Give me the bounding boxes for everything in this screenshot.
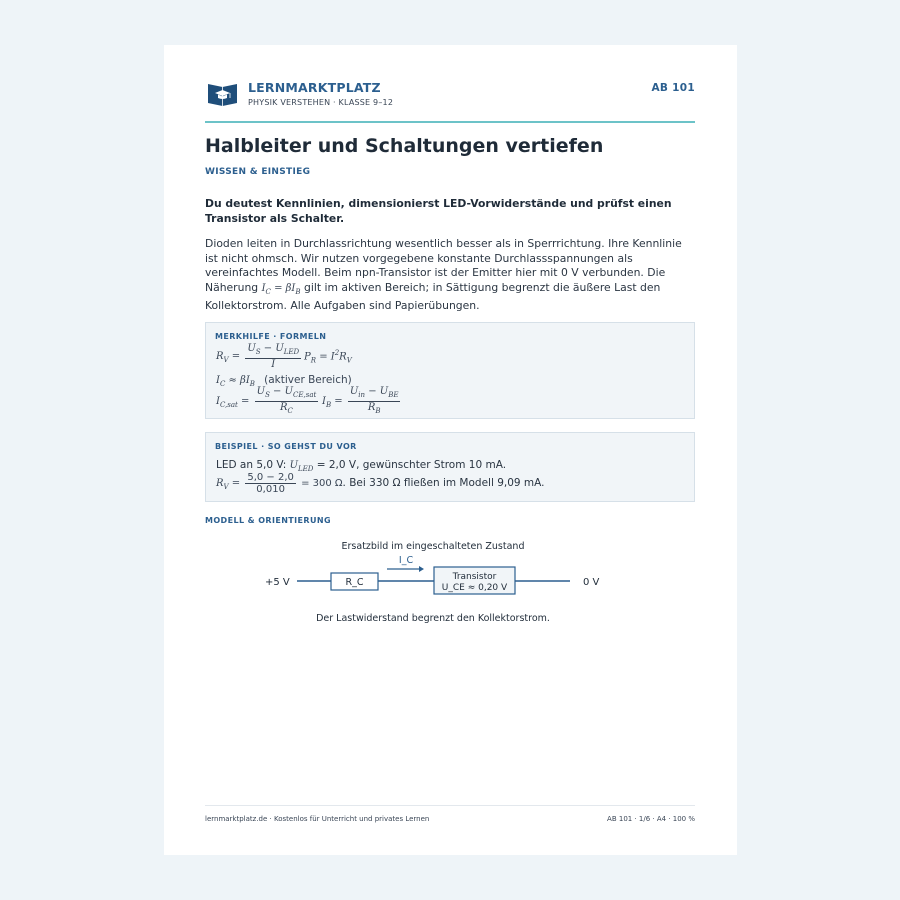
resistor-label: R_C [345,577,364,588]
footer-right: AB 101 · 1/6 · A4 · 100 % [607,815,695,823]
brand-subtitle: PHYSIK VERSTEHEN · KLASSE 9–12 [248,98,394,107]
intro-text-1: Dioden leiten in Durchlassrichtung wesentlich besser als in Sperrrichtung. Ihre Kennlinie ist nicht ohmsch. Wir nutzen vorgegebene konstante Durchlassspannungen als vereinfachtes Modell. Beim npn-Transistor ist der Emitter hier mit 0 V verbunden. Die Näherung [205,237,682,294]
formula-box-title: MERKHILFE · FORMELN [215,332,327,341]
current-arrow-icon [419,566,424,572]
transistor-value: U_CE ≈ 0,20 V [441,583,508,593]
example-line-1-pre: LED an 5,0 V: [216,459,290,471]
voltage-right-label: 0 V [583,577,600,588]
intro-paragraph [205,237,695,314]
example-box-title: BEISPIEL · SO GEHST DU VOR [215,442,357,451]
diagram-caption-top: Ersatzbild im eingeschalteten Zustand [341,541,525,552]
formula-ic-sat: $I_{C,sat}$ = $\frac{U_S - U_{CE,sat}}{R_C}$ [216,386,317,415]
example-line-2-post: . Bei 330 Ω fließen im Modell 9,09 mA. [342,477,545,489]
document-code: AB 101 [651,82,695,94]
footer-left: lernmarktplatz.de · Kostenlos für Unterricht und privates Lernen [205,815,430,823]
kicker-label: WISSEN & EINSTIEG [205,167,311,177]
page-title: Halbleiter und Schaltungen vertiefen [205,135,604,157]
brand-name: LERNMARKTPLATZ [248,80,381,95]
example-line-1: LED an 5,0 V: $U_{LED} = 2,0$ V, gewünschter Strom 10 mA. [216,459,507,473]
formula-box [205,322,695,419]
formula-ib: $I_B$ = $\frac{U_{in} - U_{BE}}{R_B}$ [322,386,399,415]
example-uled: $U_{LED}$ [289,460,314,473]
example-box [205,432,695,502]
intro-text-2: gilt im aktiven Bereich; in Sättigung begrenzt die äußere Last den Kollektorstrom. Alle Aufgaben sind Papierübungen. [205,280,661,312]
current-label: I_C [398,555,414,566]
voltage-left-label: +5 V [265,577,290,588]
section-heading-modell: MODELL & ORIENTIERUNG [205,516,331,525]
example-rv-calc: $R_V$ = $\frac{5,0 - 2,0}{0,010}$ = 300 Ω [216,472,343,495]
diagram-caption-bottom: Der Lastwiderstand begrenzt den Kollektorstrom. [316,613,550,624]
inline-formula-ic: $I_C = \beta I_B$ [261,282,301,296]
transistor-label: Transistor [452,572,497,582]
book-logo-icon [207,81,238,106]
formula-ic: $I_C \approx \beta I_B$ (aktiver Bereich) [216,374,352,388]
formula-note: (aktiver Bereich) [264,374,352,386]
lead-text: Du deutest Kennlinien, dimensionierst LED-Vorwiderstände und prüfst einen Transistor als Schalter. [205,197,672,225]
example-line-1-post: , gewünschter Strom 10 mA. [356,459,507,471]
formula-pr: $P_R = I^2R_V$ [304,349,352,365]
footer-divider [205,805,695,806]
formula-rv: $R_V$ = $\frac{U_S - U_{LED}}{I}$ [216,343,300,370]
header-divider [205,121,695,123]
circuit-diagram [205,535,695,630]
worksheet-page [164,45,737,855]
example-line-2 [216,472,544,495]
